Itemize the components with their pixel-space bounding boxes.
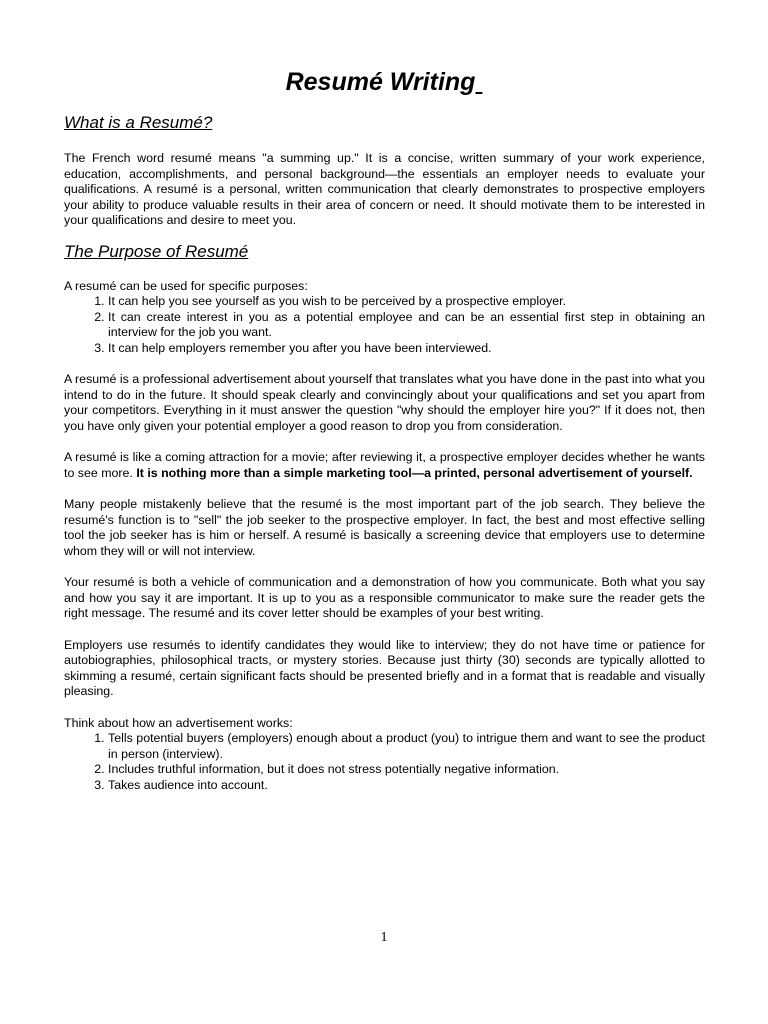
paragraph-definition: The French word resumé means "a summing up." It is a concise, written summary of your work experience, education, accomplishments, and personal background—the essentials an employer needs to evaluate your qualifications. A resumé is a personal, written communication that clearly demonstrates to prospective employers your ability to produce valuable results in their area of concern or need. It should motivate them to be interested in your qualifications and desire to meet you. — [64, 151, 705, 227]
paragraph-purpose-intro: A resumé can be used for specific purposes: — [64, 278, 308, 293]
title-text: Resumé Writing — [285, 68, 476, 96]
paragraph-employers-use: Employers use resumés to identify candidates they would like to interview; they do not have time or patience for autobiographies, philosophical tracts, or mystery stories. Because just thirty (30) seconds are typically allotted to skimming a resumé, certain significant facts should be presented briefly and in a format that is readable and visually pleasing. — [64, 637, 705, 698]
advert-list — [64, 731, 705, 793]
list-item: 3. Takes audience into account. — [108, 778, 705, 794]
paragraph-vehicle-communication: Your resumé is both a vehicle of communication and a demonstration of how you communicate. Both what you say and how you say it are important. It is up to you as a responsible communicator to make sure the reader gets the right message. The resumé and its cover letter should be examples of your best writing. — [64, 575, 705, 620]
list-item: 1. It can help you see yourself as you wish to be perceived by a prospective employer. — [108, 294, 705, 310]
page-number: 1 — [380, 930, 388, 945]
paragraph-movie-attraction — [64, 450, 705, 481]
movie-text: A resumé is like a coming attraction for a movie; after reviewing it, a prospective employer decides whether he wants to see more. — [64, 450, 705, 480]
document-body — [64, 110, 705, 793]
paragraph-advert-intro: Think about how an advertisement works: — [64, 715, 293, 730]
list-item: 2. It can create interest in you as a potential employee and can be an essential first step in obtaining an interview for the job you want. — [108, 310, 705, 341]
list-item: 1. Tells potential buyers (employers) enough about a product (you) to intrigue them and want to see the product in person (interview). — [108, 731, 705, 762]
paragraph-mistaken-belief: Many people mistakenly believe that the resumé is the most important part of the job search. They believe the resumé's function is to "sell" the job seeker to the prospective employer. In fact, the best and most effective selling tool the job seeker has is him or herself. A resumé is basically a screening device that employers use to determine whom they will or will not interview. — [64, 497, 705, 558]
section-heading-purpose: The Purpose of Resumé — [64, 241, 249, 261]
document-title — [0, 66, 768, 98]
list-item: 2. Includes truthful information, but it does not stress potentially negative information. — [108, 762, 705, 778]
paragraph-advertisement: A resumé is a professional advertisement about yourself that translates what you have done in the past into what you intend to do in the future. It should speak clearly and convincingly about your qualifications and set you apart from your competitors. Everything in it must answer the question "why should the employer hire you?" If it does not, then you have only given your potential employer a good reason to drop you from consideration. — [64, 372, 705, 433]
purpose-list — [64, 294, 705, 356]
movie-bold-text: It is nothing more than a simple marketing tool—a printed, personal advertisement of yourself. — [136, 465, 693, 480]
list-item: 3. It can help employers remember you after you have been interviewed. — [108, 341, 705, 357]
section-heading-what-is-resume: What is a Resumé? — [64, 113, 213, 132]
title-underline-trail — [475, 68, 482, 96]
